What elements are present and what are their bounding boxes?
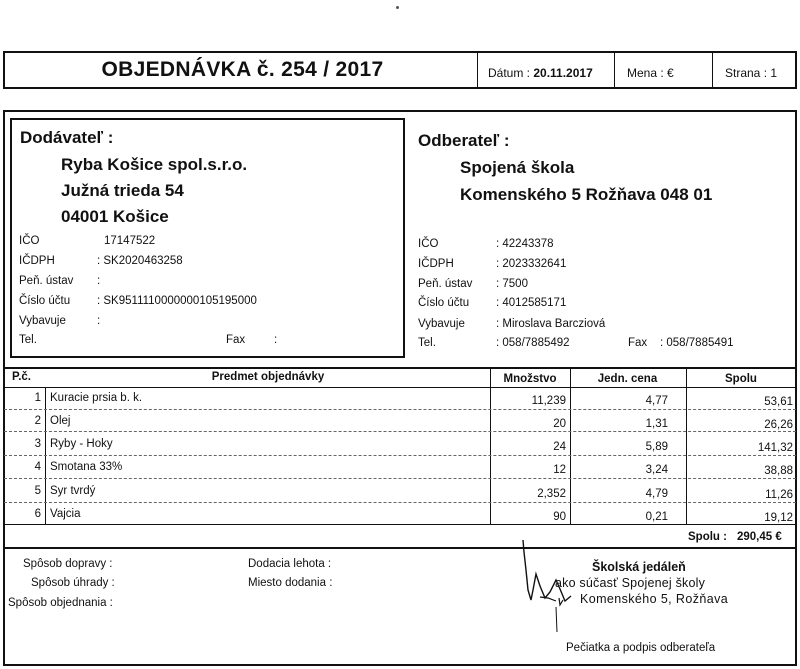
row5-no: 5 [34,485,41,497]
col-header-total: Spolu [725,373,757,385]
supplier-fax-label: Fax [226,334,246,346]
sum-label: Spolu : [688,531,727,543]
supplier-ico-value: 17147522 [104,235,156,247]
row6-qty: 90 [553,511,566,523]
page-label: Strana : [725,66,768,80]
supplier-bank-label: Peň. ústav [19,275,74,287]
supplier-icdph-value: : SK2020463258 [97,255,183,267]
row6-no: 6 [34,508,41,520]
row2-unit: 1,31 [645,418,668,430]
customer-fax-label: Fax [628,337,648,349]
customer-tel-label: Tel. [418,337,436,349]
row4-qty: 12 [553,464,566,476]
row4-item: Smotana 33% [50,461,123,473]
supplier-account-value: : SK9511110000000105195000 [97,295,257,307]
row5-qty: 2,352 [537,488,566,500]
row2-qty: 20 [553,418,566,430]
row1-unit: 4,77 [645,395,668,407]
row3-item: Ryby - Hoky [50,438,113,450]
row1-no: 1 [34,392,41,404]
supplier-handler-value: : [97,315,101,327]
row1-total: 53,61 [764,396,793,408]
customer-fax-value: : 058/7885491 [660,337,734,349]
row4-unit: 3,24 [645,464,668,476]
row6-total: 19,12 [764,512,793,524]
customer-address: Komenského 5 Rožňava 048 01 [460,185,713,204]
supplier-fax-value: : [274,334,278,346]
customer-handler-label: Vybavuje [418,318,465,330]
customer-account-value: : 4012585171 [496,297,567,309]
currency-label: Mena : [627,66,664,80]
date-value: 20.11.2017 [533,66,593,80]
row1-item: Kuracie prsia b. k. [50,392,143,404]
customer-bank-value: : 7500 [496,278,528,290]
row6-item: Vajcia [50,508,81,520]
supplier-box [10,118,405,358]
row1-qty: 11,239 [531,395,566,407]
supplier-street: Južná trieda 54 [61,181,184,200]
stamp-line3: Komenského 5, Rožňava [580,592,729,606]
supplier-city: 04001 Košice [61,207,169,226]
row6-unit: 0,21 [645,511,668,523]
transport-label: Spôsob dopravy : [23,558,113,570]
row2-total: 26,26 [764,419,793,431]
row4-no: 4 [34,461,41,473]
row3-total: 141,32 [757,442,793,454]
customer-icdph-label: IČDPH [418,258,454,270]
scan-speck [396,6,399,9]
row3-qty: 24 [553,441,566,453]
customer-handler-value: : Miroslava Barcziová [496,318,606,330]
col-header-qty: Množstvo [503,373,557,385]
supplier-account-label: Číslo účtu [19,295,71,307]
row3-unit: 5,89 [645,441,668,453]
row2-no: 2 [34,415,41,427]
page-field [725,66,777,80]
customer-bank-label: Peň. ústav [418,278,473,290]
supplier-icdph-label: IČDPH [19,255,55,267]
row5-total: 11,26 [765,489,793,501]
row4-total: 38,88 [764,465,793,477]
customer-icdph-value: : 2023332641 [496,258,567,270]
order-title: OBJEDNÁVKA č. 254 / 2017 [101,58,384,81]
customer-name: Spojená škola [460,158,575,177]
ordering-label: Spôsob objednania : [8,597,113,609]
supplier-ico-label: IČO [19,235,40,247]
delivery-term-label: Dodacia lehota : [248,558,332,570]
stamp-line1: Školská jedáleň [592,560,686,574]
page-value: 1 [770,66,778,80]
row5-item: Syr tvrdý [50,485,96,497]
customer-ico-value: : 42243378 [496,238,554,250]
supplier-handler-label: Vybavuje [19,315,66,327]
row3-no: 3 [34,438,41,450]
customer-account-label: Číslo účtu [418,297,470,309]
stamp-caption: Pečiatka a podpis odberateľa [566,642,716,654]
customer-heading: Odberateľ : [418,131,510,150]
col-header-unit: Jedn. cena [597,373,658,385]
supplier-name: Ryba Košice spol.s.r.o. [61,155,248,174]
row5-unit: 4,79 [645,488,668,500]
payment-label: Spôsob úhrady : [31,577,115,589]
delivery-place-label: Miesto dodania : [248,577,333,589]
supplier-heading: Dodávateľ : [20,128,114,147]
date-field [488,66,593,80]
currency-field [627,66,674,80]
col-header-item: Predmet objednávky [211,371,325,383]
sum-value: 290,45 € [737,531,782,543]
currency-value: € [667,66,674,80]
row2-item: Olej [50,415,71,427]
supplier-bank-value: : [97,275,101,287]
col-header-no: P.č. [12,371,31,383]
supplier-tel-label: Tel. [19,334,37,346]
date-label: Dátum : [488,66,531,80]
stamp-line2: ako súčasť Spojenej školy [555,576,706,590]
customer-tel-value: : 058/7885492 [496,337,570,349]
customer-ico-label: IČO [418,238,439,250]
